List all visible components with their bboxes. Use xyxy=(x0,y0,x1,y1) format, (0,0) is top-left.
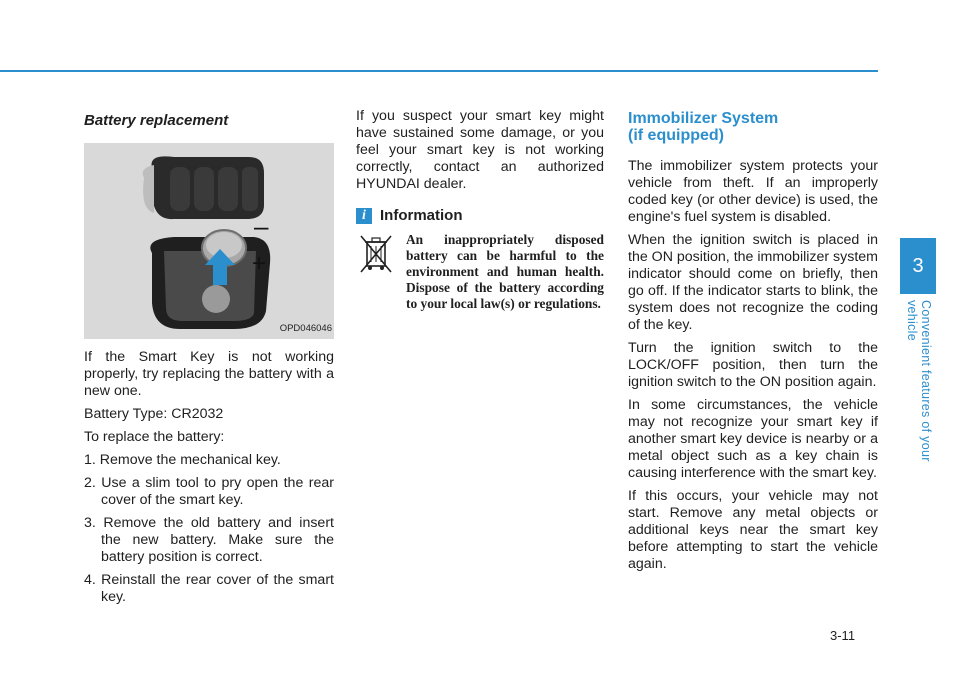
paragraph: Battery Type: CR2032 xyxy=(84,406,224,422)
paragraph: If this occurs, your vehicle may not start. Remove any metal objects or additional keys near the smart key before attempting to start the vehicle again. xyxy=(628,488,878,572)
paragraph: In some circumstances, the vehicle may not recognize your smart key if another smart key device is nearby or a metal object such as a key chain is causing interference with the smart key. xyxy=(628,397,878,481)
image-code: OPD046046 xyxy=(279,323,332,334)
svg-text:–: – xyxy=(254,211,269,241)
info-icon: i xyxy=(356,208,372,224)
page-number: 3-11 xyxy=(830,628,856,643)
paragraph: To replace the battery: xyxy=(84,429,225,445)
list-item: 3. Remove the old battery and insert the new battery. Make sure the battery position is correct. xyxy=(84,515,334,565)
paragraph: The immobilizer system protects your vehicle from theft. If an improperly coded key (or other device) is used, the engine's fuel system is disabled. xyxy=(628,158,878,225)
smart-key-photo xyxy=(84,143,334,339)
paragraph: Turn the ignition switch to the LOCK/OFF position, then turn the ignition switch to the ON position again. xyxy=(628,340,878,390)
column-battery-replacement xyxy=(84,108,334,612)
list-item: 4. Reinstall the rear cover of the smart key. xyxy=(84,572,334,605)
info-title: Information xyxy=(380,207,463,224)
svg-text:+: + xyxy=(252,250,267,277)
paragraph: When the ignition switch is placed in the ON position, the immobilizer system indicator should come on briefly, then go off. If the indicator starts to blink, the system does not recognize the coding of the key. xyxy=(628,232,878,333)
list-item: 2. Use a slim tool to pry open the rear cover of the smart key. xyxy=(84,475,334,508)
header-rule xyxy=(0,70,878,72)
crossed-bin-icon xyxy=(356,232,396,312)
info-box xyxy=(356,232,604,312)
subheading: Battery replacement xyxy=(84,112,229,129)
chapter-tab: 3 xyxy=(900,238,936,294)
column-immobilizer xyxy=(628,108,878,579)
chapter-title: Convenient features of your vehicle xyxy=(905,300,933,462)
paragraph: If the Smart Key is not working properly, try replacing the battery with a new one. xyxy=(84,349,334,399)
smart-key-battery-illustration xyxy=(84,143,334,339)
info-text: An inappropriately disposed battery can be harmful to the environment and human health. Dispose of the battery according to your local law(s) or regulations. xyxy=(406,232,604,311)
column-information xyxy=(356,108,604,312)
list-item: 1. Remove the mechanical key. xyxy=(84,452,281,468)
section-title xyxy=(628,110,878,144)
info-header xyxy=(356,207,604,224)
paragraph: If you suspect your smart key might have sustained some damage, or you feel your smart key is not working correctly, contact an authorized HYUNDAI dealer. xyxy=(356,108,604,192)
section-title-line2: (if equipped) xyxy=(628,127,724,144)
steps-list xyxy=(84,452,334,606)
section-title-line1: Immobilizer System xyxy=(628,110,779,127)
